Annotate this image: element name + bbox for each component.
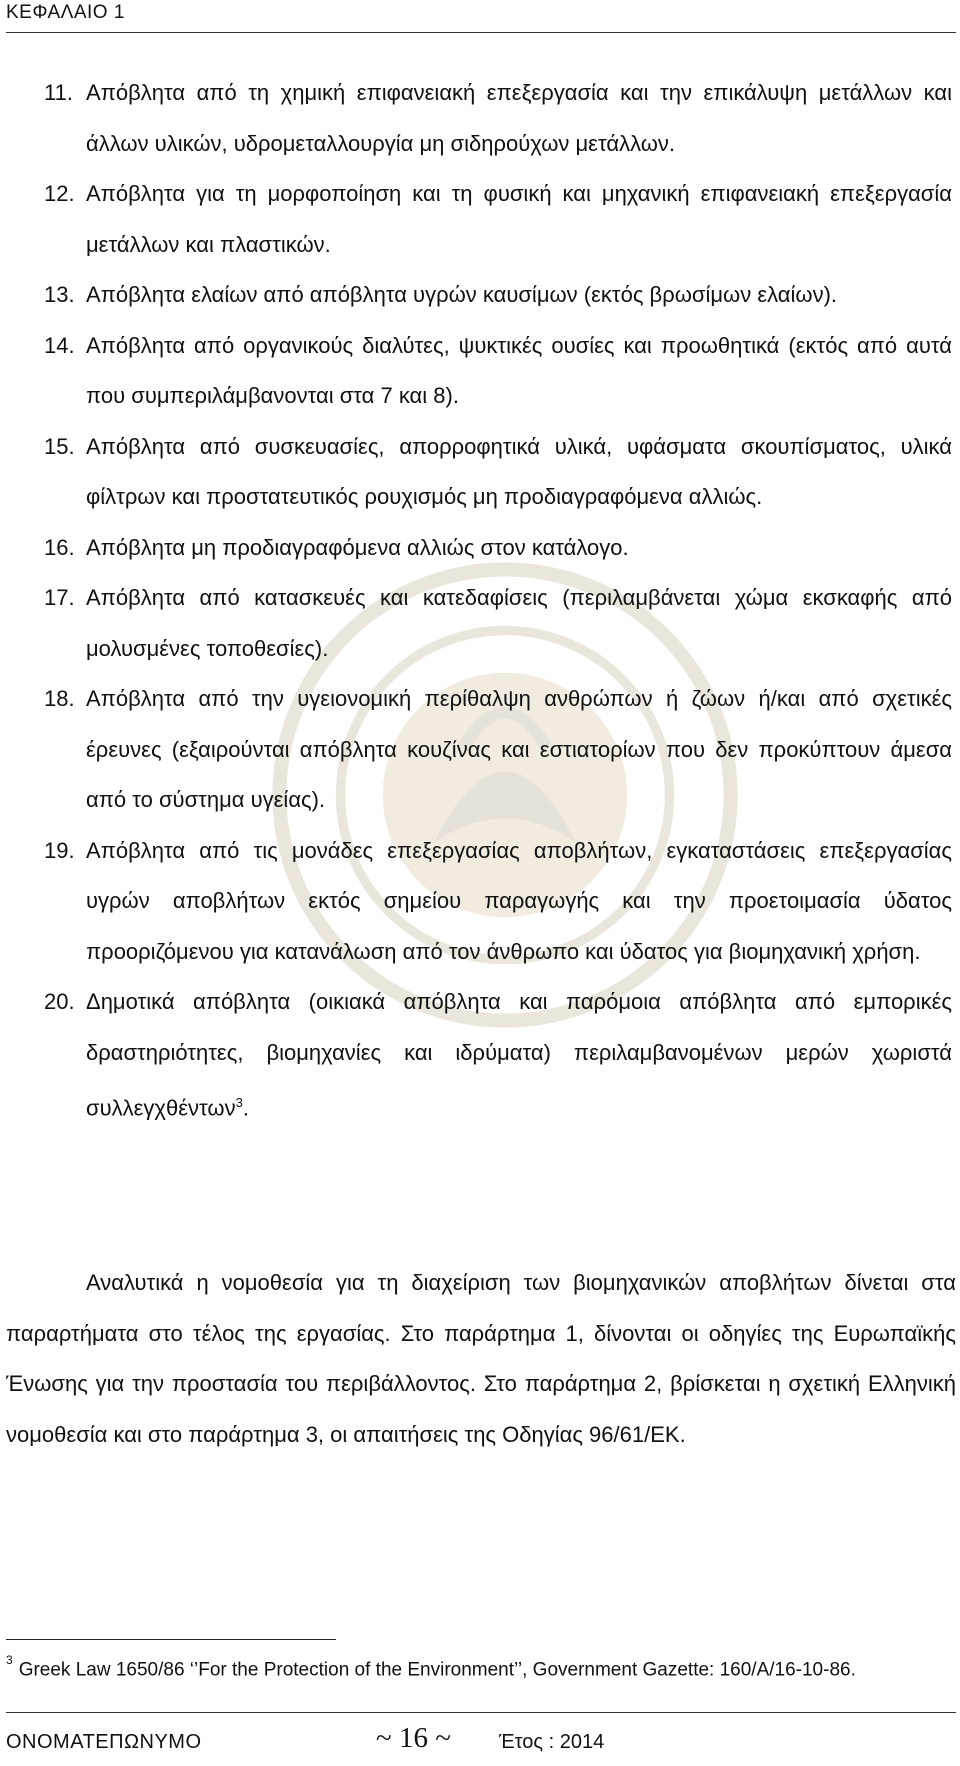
chapter-header: ΚΕΦΑΛΑΙΟ 1 [6, 2, 956, 33]
list-item [0, 977, 960, 1134]
list-item [0, 523, 960, 574]
item-text: Απόβλητα από συσκευασίες, απορροφητικά υλικά, υφάσματα σκουπίσματος, υλικά φίλτρων και προστατευτικός ρουχισμός μη προδιαγραφόμενα αλλιώς. [86, 433, 952, 509]
item-text: Απόβλητα από κατασκευές και κατεδαφίσεις (περιλαμβάνεται χώμα εκσκαφής από μολυσμένες τοποθεσίες). [86, 585, 952, 661]
item-number: 15. [44, 433, 75, 459]
footer-author: ΟΝΟΜΑΤΕΠΩΝΥΜΟ [6, 1731, 202, 1753]
footer-year: Έτος : 2014 [499, 1731, 605, 1753]
list-item [0, 674, 960, 826]
footnote-reference[interactable]: 3 [235, 1095, 243, 1110]
footnote-text: Greek Law 1650/86 ‘’For the Protection of the Environment’’, Government Gazette: 160/A/16-10-86. [18, 1659, 856, 1681]
item-number: 14. [44, 332, 75, 358]
item-text: Απόβλητα για τη μορφοποίηση και τη φυσική και μηχανική επιφανειακή επεξεργασία μετάλλων και πλαστικών. [86, 181, 952, 257]
list-item [0, 169, 960, 270]
item-number: 17. [44, 585, 75, 610]
body-paragraph: Αναλυτικά η νομοθεσία για τη διαχείριση των βιομηχανικών αποβλήτων δίνεται στα παραρτήματα στο τέλος της εργασίας. Στο παράρτημα 1, δίνονται οι οδηγίες της Ευρωπαϊκής Ένωσης για την προστασία του περιβάλλοντος. Στο παράρτημα 2, βρίσκεται η σχετική Ελληνική νομοθεσία και στο παράρτημα 3, οι απαιτήσεις της Οδηγίας 96/61/ΕΚ. [6, 1270, 956, 1447]
item-number: 16. [44, 534, 75, 560]
footnote [6, 1651, 956, 1683]
list-item [0, 826, 960, 978]
item-number: 20. [44, 989, 75, 1014]
item-text: Απόβλητα από οργανικούς διαλύτες, ψυκτικές ουσίες και προωθητικά (εκτός από αυτά που συμπεριλάμβανονται στα 7 και 8). [86, 332, 952, 408]
footer-divider [6, 1712, 956, 1713]
page-footer [6, 1722, 956, 1762]
list-item [0, 270, 960, 321]
footnote-divider [6, 1639, 336, 1640]
item-text: Απόβλητα από την υγειονομική περίθαλψη ανθρώπων ή ζώων ή/και από σχετικές έρευνες (εξαιρούνται απόβλητα κουζίνας και εστιατορίων που δεν προκύπτουν άμεσα από το σύστημα υγείας). [86, 686, 952, 812]
footnote-mark: 3 [6, 1653, 13, 1667]
item-text: Απόβλητα από τη χημική επιφανειακή επεξεργασία και την επικάλυψη μετάλλων και άλλων υλικών, υδρομεταλλουργία μη σιδηρούχων μετάλλων. [86, 80, 952, 156]
page-number: ~ 16 ~ [376, 1722, 451, 1754]
item-number: 19. [44, 837, 75, 863]
item-text: Απόβλητα μη προδιαγραφόμενα αλλιώς στον κατάλογο. [86, 534, 629, 560]
item-text: Απόβλητα από τις μονάδες επεξεργασίας αποβλήτων, εγκαταστάσεις επεξεργασίας υγρών αποβλήτων εκτός σημείου παραγωγής και την προετοιμασία ύδατος προοριζόμενου για κατανάλωση από τον άνθρωπο και ύδατος για βιομηχανική χρήση. [86, 837, 952, 964]
list-item [0, 68, 960, 169]
waste-category-list [0, 68, 960, 1134]
item-number: 11. [44, 80, 73, 105]
list-item [0, 321, 960, 422]
item-text-tail: . [242, 1095, 249, 1121]
list-item [0, 422, 960, 523]
item-text: Απόβλητα ελαίων από απόβλητα υγρών καυσίμων (εκτός βρωσίμων ελαίων). [86, 282, 838, 307]
item-number: 12. [44, 181, 75, 206]
list-item [0, 573, 960, 674]
item-number: 18. [44, 686, 75, 711]
item-text: Δημοτικά απόβλητα (οικιακά απόβλητα και παρόμοια απόβλητα από εμπορικές δραστηριότητες, βιομηχανίες και ιδρύματα) περιλαμβανομένων μερών χωριστά συλλεγχθέντων [86, 989, 952, 1121]
item-number: 13. [44, 282, 75, 307]
